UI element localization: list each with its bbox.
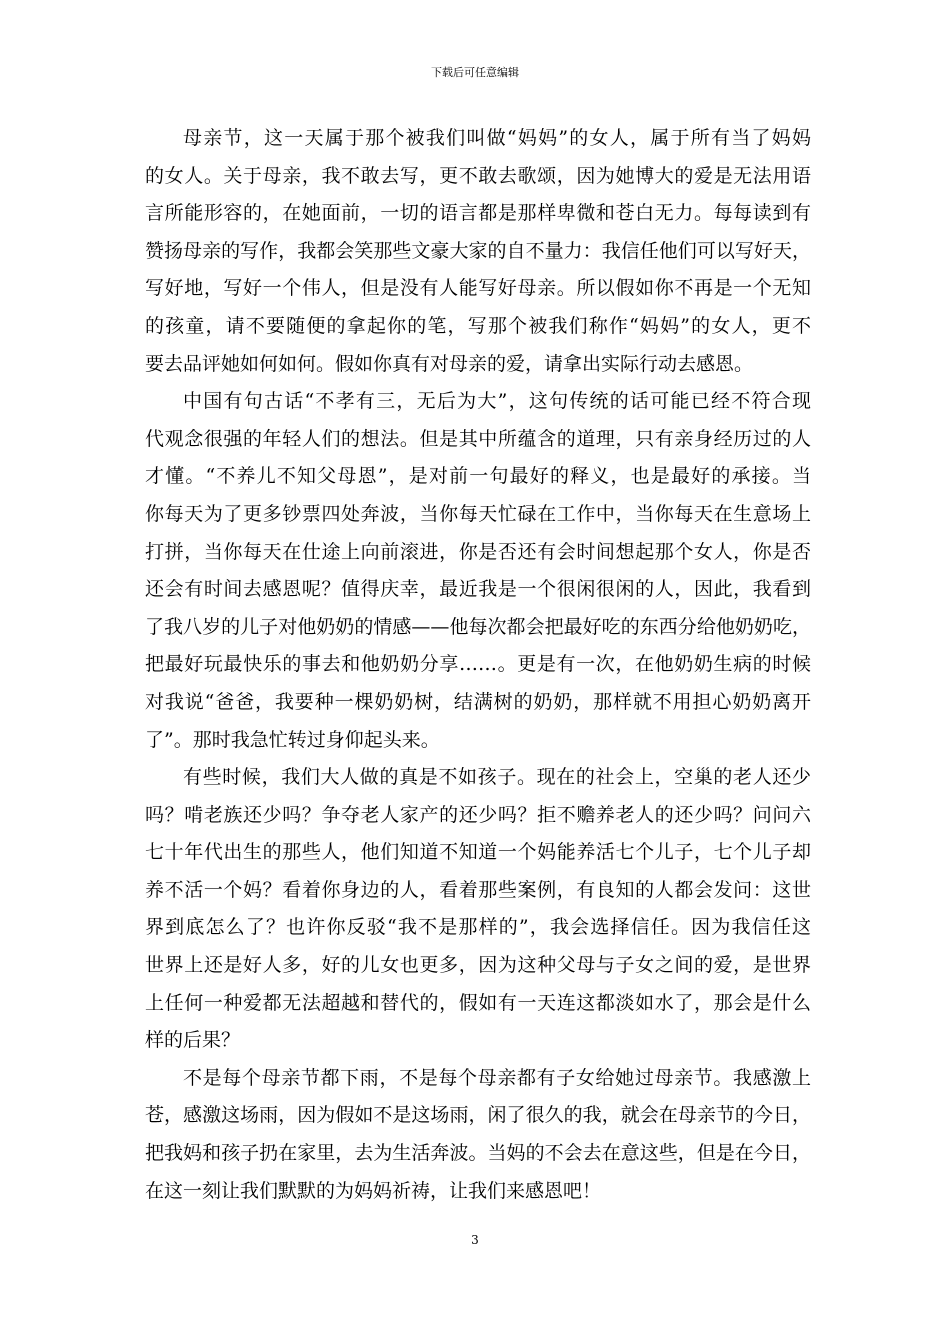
text-line: 言所能形容的，在她面前，一切的语言都是那样卑微和苍白无力。每每读到有: [145, 202, 811, 225]
text-line: 有些时候，我们大人做的真是不如孩子。现在的社会上，空巢的老人还少: [183, 766, 811, 789]
text-line: 你每天为了更多钞票四处奔波，当你每天忙碌在工作中，当你每天在生意场上: [145, 502, 811, 525]
text-line: 苍，感激这场雨，因为假如不是这场雨，闲了很久的我，就会在母亲节的今日，: [145, 1104, 811, 1127]
page-header: 下载后可任意编辑: [431, 66, 519, 79]
paragraph-1: [145, 120, 811, 383]
text-line: 了我八岁的儿子对他奶奶的情感——他每次都会把最好吃的东西分给他奶奶吃，: [145, 615, 811, 638]
text-line: 赞扬母亲的写作，我都会笑那些文豪大家的自不量力：我信任他们可以写好天，: [145, 239, 811, 262]
text-line: 在这一刻让我们默默的为妈妈祈祷，让我们来感恩吧！: [145, 1179, 602, 1202]
text-line: 要去品评她如何如何。假如你真有对母亲的爱，请拿出实际行动去感恩。: [145, 352, 754, 375]
text-line: 养不活一个妈？看着你身边的人，看着那些案例，有良知的人都会发问：这世: [145, 878, 811, 901]
text-line: 才懂。“不养儿不知父母恩”，是对前一句最好的释义，也是最好的承接。当: [145, 465, 811, 488]
text-line: 把我妈和孩子扔在家里，去为生活奔波。当妈的不会去在意这些，但是在今日，: [145, 1142, 811, 1165]
text-line: 中国有句古话“不孝有三，无后为大”，这句传统的话可能已经不符合现: [183, 390, 811, 413]
document-body: [145, 120, 811, 1210]
text-line: 还会有时间去感恩呢？值得庆幸，最近我是一个很闲很闲的人，因此，我看到: [145, 578, 811, 601]
text-line: 对我说“爸爸，我要种一棵奶奶树，结满树的奶奶，那样就不用担心奶奶离开: [145, 690, 811, 713]
text-line: 界到底怎么了？也许你反驳“我不是那样的”，我会选择信任。因为我信任这: [145, 916, 811, 939]
text-line: 七十年代出生的那些人，他们知道不知道一个妈能养活七个儿子，七个儿子却: [145, 841, 811, 864]
paragraph-4: [145, 1060, 811, 1210]
text-line: 的女人。关于母亲，我不敢去写，更不敢去歌颂，因为她博大的爱是无法用语: [145, 164, 811, 187]
text-line: 的孩童，请不要随便的拿起你的笔，写那个被我们称作“妈妈”的女人，更不: [145, 314, 811, 337]
text-line: 上任何一种爱都无法超越和替代的，假如有一天连这都淡如水了，那会是什么: [145, 991, 811, 1014]
text-line: 代观念很强的年轻人们的想法。但是其中所蕴含的道理，只有亲身经历过的人: [145, 427, 811, 450]
text-line: 了”。那时我急忙转过身仰起头来。: [145, 728, 440, 751]
text-line: 母亲节，这一天属于那个被我们叫做“妈妈”的女人，属于所有当了妈妈: [183, 127, 811, 149]
paragraph-3: [145, 759, 811, 1060]
page-number: 3: [471, 1233, 479, 1247]
text-line: 不是每个母亲节都下雨，不是每个母亲都有子女给她过母亲节。我感激上: [183, 1066, 811, 1089]
text-line: 把最好玩最快乐的事去和他奶奶分享……。更是有一次，在他奶奶生病的时候: [145, 653, 811, 676]
text-line: 吗？啃老族还少吗？争夺老人家产的还少吗？拒不赡养老人的还少吗？问问六: [145, 803, 811, 826]
text-line: 打拼，当你每天在仕途上向前滚进，你是否还有会时间想起那个女人，你是否: [145, 540, 811, 563]
text-line: 世界上还是好人多，好的儿女也更多，因为这种父母与子女之间的爱，是世界: [145, 954, 811, 977]
paragraph-2: [145, 383, 811, 759]
text-line: 写好地，写好一个伟人，但是没有人能写好母亲。所以假如你不再是一个无知: [145, 277, 811, 300]
text-line: 样的后果？: [145, 1029, 241, 1052]
